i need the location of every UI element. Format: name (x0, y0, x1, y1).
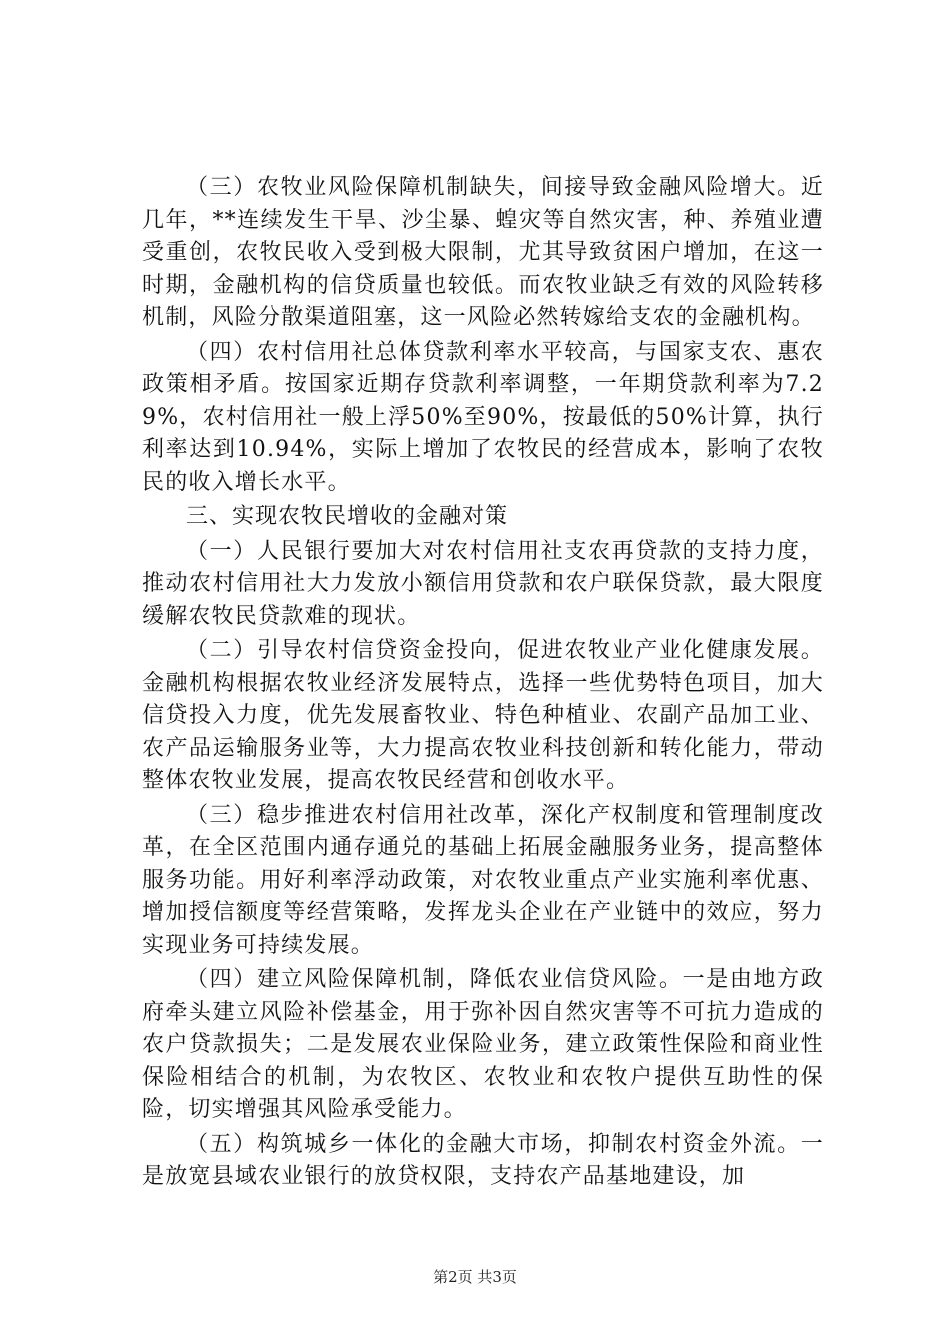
paragraph-pboc-support: （一）人民银行要加大对农村信用社支农再贷款的支持力度，推动农村信用社大力发放小额信用贷款和农户联保贷款，最大限度缓解农牧民贷款难的现状。 (142, 538, 824, 629)
paragraph-risk-guarantee: （四）建立风险保障机制，降低农业信贷风险。一是由地方政府牵头建立风险补偿基金，用于弥补因自然灾害等不可抗力造成的农户贷款损失；二是发展农业保险业务，建立政策性保险和商业性保险相结合的机制，为农牧区、农牧业和农牧户提供互助性的保险，切实增强其风险承受能力。 (142, 967, 824, 1122)
paragraph-risk-mechanism: （三）农牧业风险保障机制缺失，间接导致金融风险增大。近几年，**连续发生干旱、沙尘暴、蝗灾等自然灾害，种、养殖业遭受重创，农牧民收入受到极大限制，尤其导致贫困户增加，在这一时期，金融机构的信贷质量也较低。而农牧业缺乏有效的风险转移机制，风险分散渠道阻塞，这一风险必然转嫁给支农的金融机构。 (142, 175, 824, 330)
paragraph-financial-market: （五）构筑城乡一体化的金融大市场，抑制农村资金外流。一是放宽县域农业银行的放贷权限，支持农产品基地建设，加 (142, 1131, 824, 1189)
paragraph-credit-reform: （三）稳步推进农村信用社改革，深化产权制度和管理制度改革，在全区范围内通存通兑的基础上拓展金融服务业务，提高整体服务功能。用好利率浮动政策，对农牧业重点产业实施利率优惠、增加授信额度等经营策略，发挥龙头企业在产业链中的效应，努力实现业务可持续发展。 (142, 802, 824, 958)
document-body (142, 172, 824, 1196)
paragraph-credit-direction: （二）引导农村信贷资金投向，促进农牧业产业化健康发展。金融机构根据农牧业经济发展特点，选择一些优势特色项目，加大信贷投入力度，优先发展畜牧业、特色种植业、农副产品加工业、农产品运输服务业等，大力提高农牧业科技创新和转化能力，带动整体农牧业发展，提高农牧民经营和创收水平。 (142, 638, 824, 793)
section-heading-countermeasures: 三、实现农牧民增收的金融对策 (186, 504, 509, 529)
paragraph-loan-interest: （四）农村信用社总体贷款利率水平较高，与国家支农、惠农政策相矛盾。按国家近期存贷款利率调整，一年期贷款利率为7.29%，农村信用社一般上浮50%至90%，按最低的50%计算，执行利率达到10.94%，实际上增加了农牧民的经营成本，影响了农牧民的收入增长水平。 (142, 339, 824, 495)
page-number-footer: 第2页 共3页 (433, 1268, 517, 1286)
